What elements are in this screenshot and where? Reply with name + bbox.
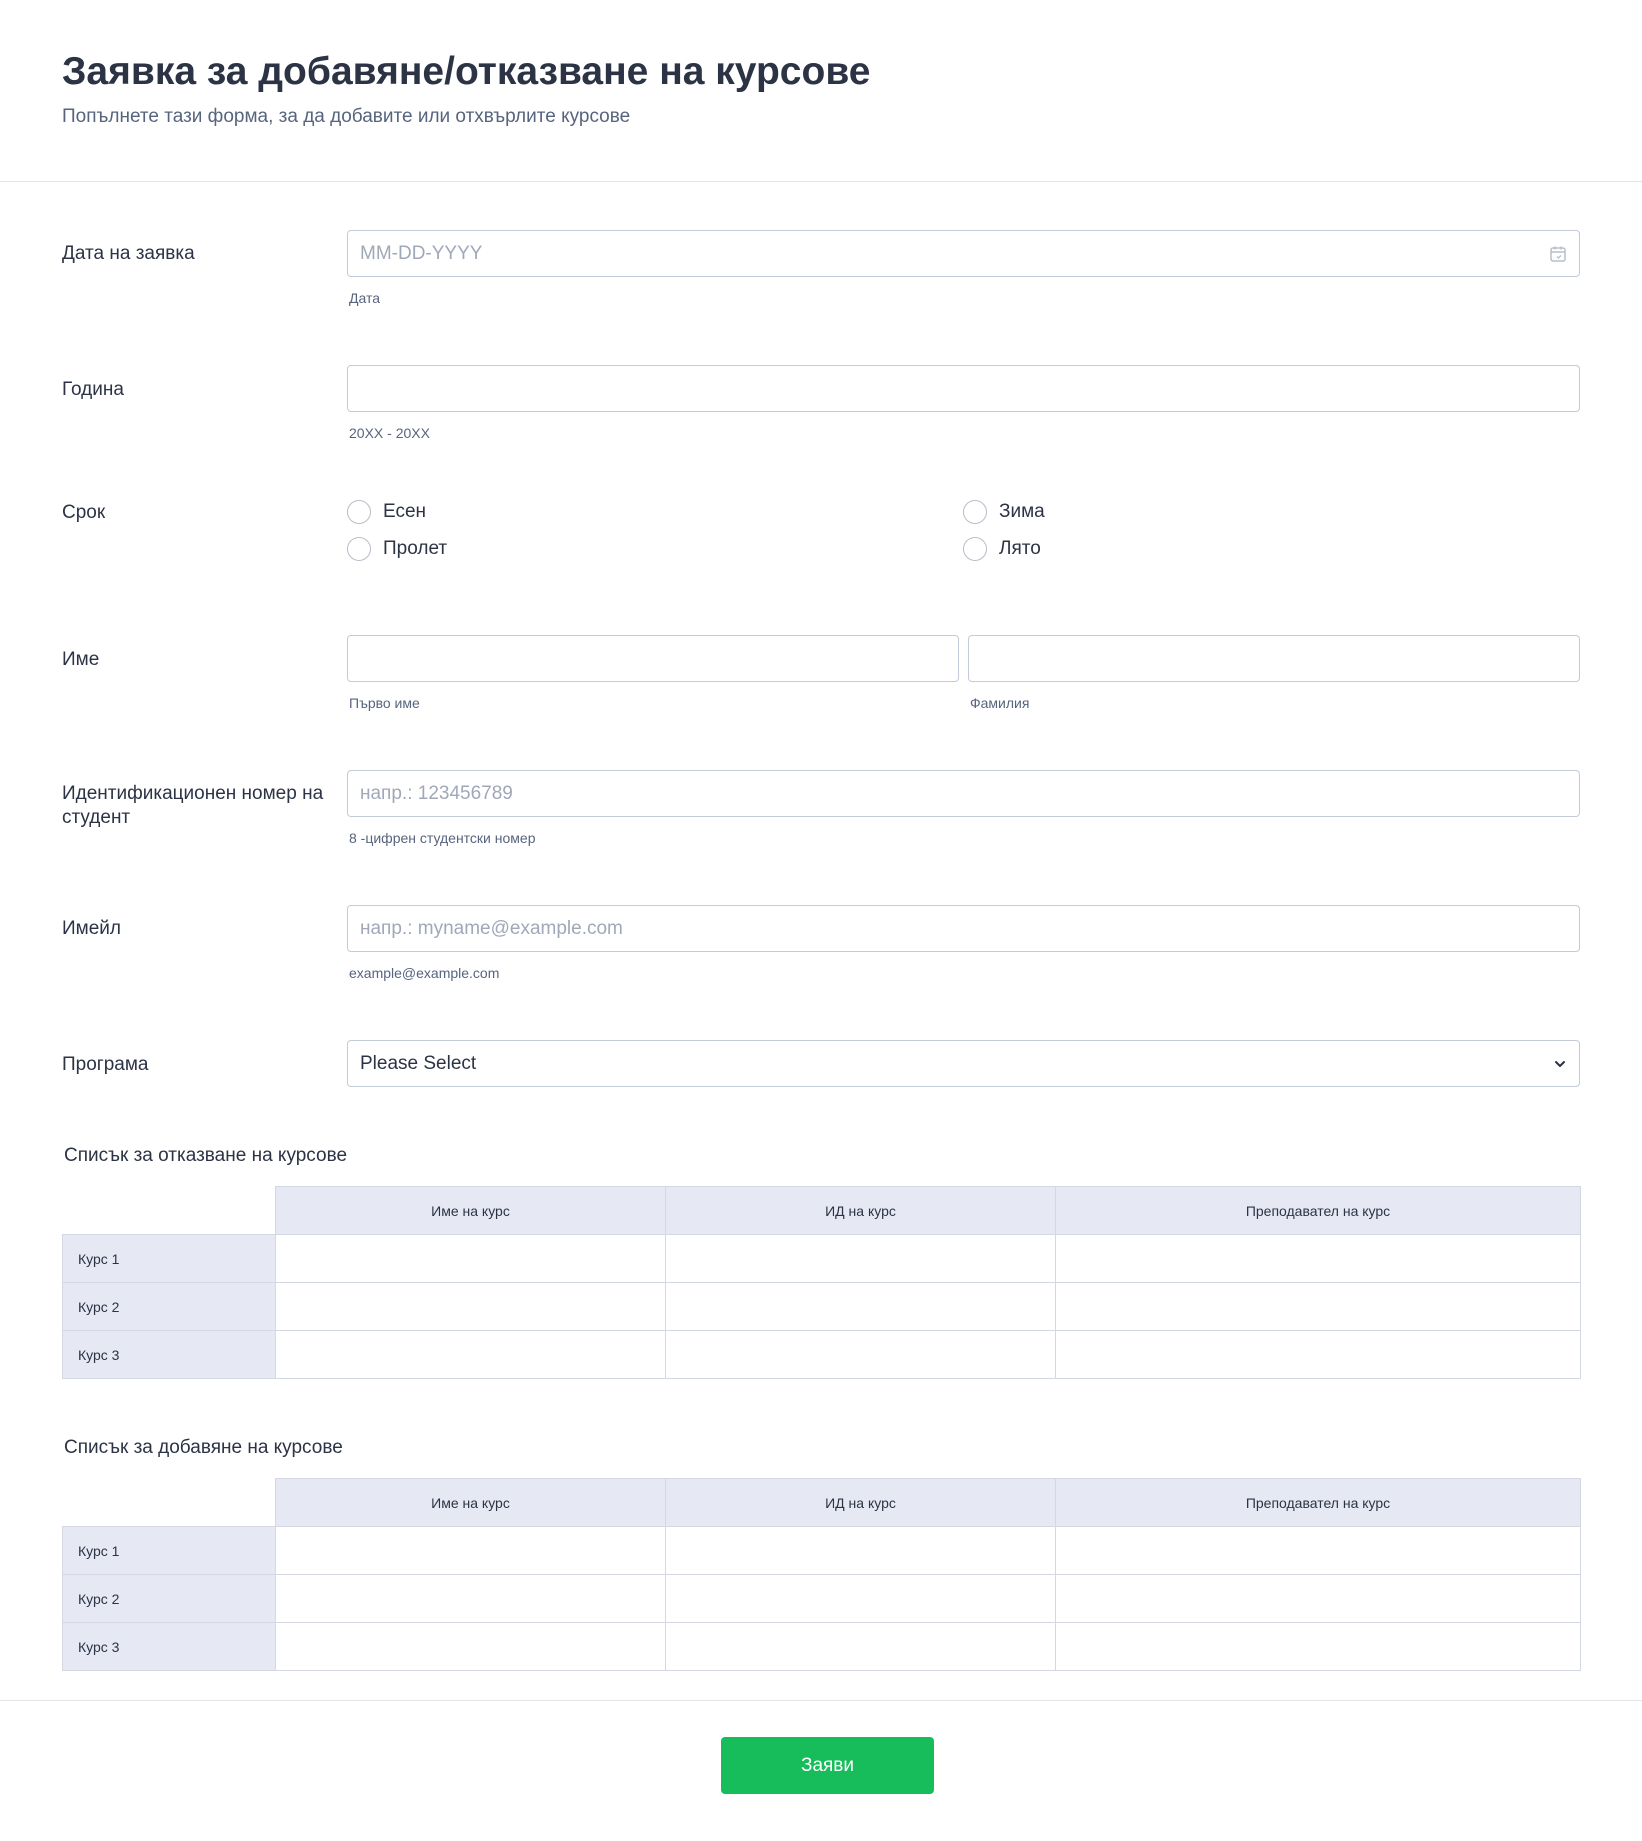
row-header: Курс 1 bbox=[63, 1527, 276, 1575]
column-header: ИД на курс bbox=[666, 1187, 1056, 1235]
drop-courses-table bbox=[62, 1186, 1581, 1379]
program-label: Програма bbox=[62, 1054, 149, 1075]
student-id-sublabel: 8 -цифрен студентски номер bbox=[349, 830, 536, 846]
program-selected-value: Please Select bbox=[360, 1052, 477, 1074]
row-header: Курс 3 bbox=[63, 1331, 276, 1379]
row-header: Курс 2 bbox=[63, 1283, 276, 1331]
table-header-row bbox=[63, 1479, 1581, 1527]
table-cell-input[interactable] bbox=[276, 1283, 666, 1331]
year-label: Година bbox=[62, 379, 124, 400]
column-header: Име на курс bbox=[276, 1479, 666, 1527]
radio-label: Есен bbox=[383, 501, 427, 522]
student-id-label: Идентификационен номер на студент bbox=[62, 783, 324, 828]
column-header: Преподавател на курс bbox=[1056, 1187, 1581, 1235]
year-input[interactable] bbox=[347, 365, 1580, 412]
column-header: Име на курс bbox=[276, 1187, 666, 1235]
table-cell-input[interactable] bbox=[666, 1527, 1056, 1575]
table-row bbox=[63, 1331, 1581, 1379]
page-title: Заявка за добавяне/отказване на курсове bbox=[62, 50, 871, 93]
year-sublabel: 20XX - 20XX bbox=[349, 425, 430, 441]
table-cell-input[interactable] bbox=[666, 1235, 1056, 1283]
table-corner bbox=[63, 1187, 276, 1235]
term-option-autumn[interactable] bbox=[347, 500, 426, 524]
table-corner bbox=[63, 1479, 276, 1527]
page-subtitle: Попълнете тази форма, за да добавите или отхвърлите курсове bbox=[62, 106, 631, 127]
table-row bbox=[63, 1527, 1581, 1575]
last-name-input[interactable] bbox=[968, 635, 1580, 682]
table-row bbox=[63, 1283, 1581, 1331]
table-cell-input[interactable] bbox=[666, 1283, 1056, 1331]
radio-label: Пролет bbox=[383, 538, 448, 559]
date-placeholder: MM-DD-YYYY bbox=[360, 242, 483, 264]
row-header: Курс 2 bbox=[63, 1575, 276, 1623]
last-name-sublabel: Фамилия bbox=[970, 695, 1030, 711]
email-input[interactable] bbox=[347, 905, 1580, 952]
table-cell-input[interactable] bbox=[276, 1623, 666, 1671]
email-label: Имейл bbox=[62, 918, 121, 939]
date-sublabel: Дата bbox=[349, 290, 381, 306]
date-input[interactable] bbox=[347, 230, 1580, 277]
table-cell-input[interactable] bbox=[276, 1575, 666, 1623]
table-cell-input[interactable] bbox=[1056, 1623, 1581, 1671]
term-option-winter[interactable] bbox=[963, 500, 1045, 524]
table-cell-input[interactable] bbox=[666, 1575, 1056, 1623]
radio-button[interactable] bbox=[347, 500, 371, 524]
radio-button[interactable] bbox=[963, 537, 987, 561]
calendar-icon[interactable] bbox=[1549, 245, 1567, 263]
table-cell-input[interactable] bbox=[276, 1235, 666, 1283]
term-option-summer[interactable] bbox=[963, 537, 1041, 561]
table-row bbox=[63, 1575, 1581, 1623]
table-cell-input[interactable] bbox=[666, 1623, 1056, 1671]
table-cell-input[interactable] bbox=[1056, 1331, 1581, 1379]
drop-table-title: Списък за отказване на курсове bbox=[64, 1145, 348, 1166]
radio-button[interactable] bbox=[347, 537, 371, 561]
student-id-input[interactable] bbox=[347, 770, 1580, 817]
first-name-sublabel: Първо име bbox=[349, 695, 420, 711]
table-row bbox=[63, 1235, 1581, 1283]
chevron-down-icon bbox=[1553, 1057, 1567, 1071]
table-cell-input[interactable] bbox=[666, 1331, 1056, 1379]
table-header-row bbox=[63, 1187, 1581, 1235]
column-header: Преподавател на курс bbox=[1056, 1479, 1581, 1527]
first-name-input[interactable] bbox=[347, 635, 959, 682]
row-header: Курс 1 bbox=[63, 1235, 276, 1283]
date-label: Дата на заявка bbox=[62, 243, 195, 264]
table-cell-input[interactable] bbox=[276, 1331, 666, 1379]
table-cell-input[interactable] bbox=[1056, 1575, 1581, 1623]
row-header: Курс 3 bbox=[63, 1623, 276, 1671]
submit-button[interactable]: Заяви bbox=[721, 1737, 934, 1794]
table-cell-input[interactable] bbox=[1056, 1283, 1581, 1331]
table-cell-input[interactable] bbox=[1056, 1527, 1581, 1575]
add-table-title: Списък за добавяне на курсове bbox=[64, 1437, 343, 1458]
radio-label: Зима bbox=[999, 501, 1045, 522]
table-cell-input[interactable] bbox=[1056, 1235, 1581, 1283]
table-row bbox=[63, 1623, 1581, 1671]
radio-button[interactable] bbox=[963, 500, 987, 524]
email-sublabel: example@example.com bbox=[349, 965, 500, 981]
term-option-spring[interactable] bbox=[347, 537, 447, 561]
term-label: Срок bbox=[62, 502, 106, 523]
table-cell-input[interactable] bbox=[276, 1527, 666, 1575]
name-label: Име bbox=[62, 649, 100, 670]
column-header: ИД на курс bbox=[666, 1479, 1056, 1527]
add-courses-table bbox=[62, 1478, 1581, 1671]
program-select[interactable] bbox=[347, 1040, 1580, 1087]
radio-label: Лято bbox=[999, 538, 1041, 559]
